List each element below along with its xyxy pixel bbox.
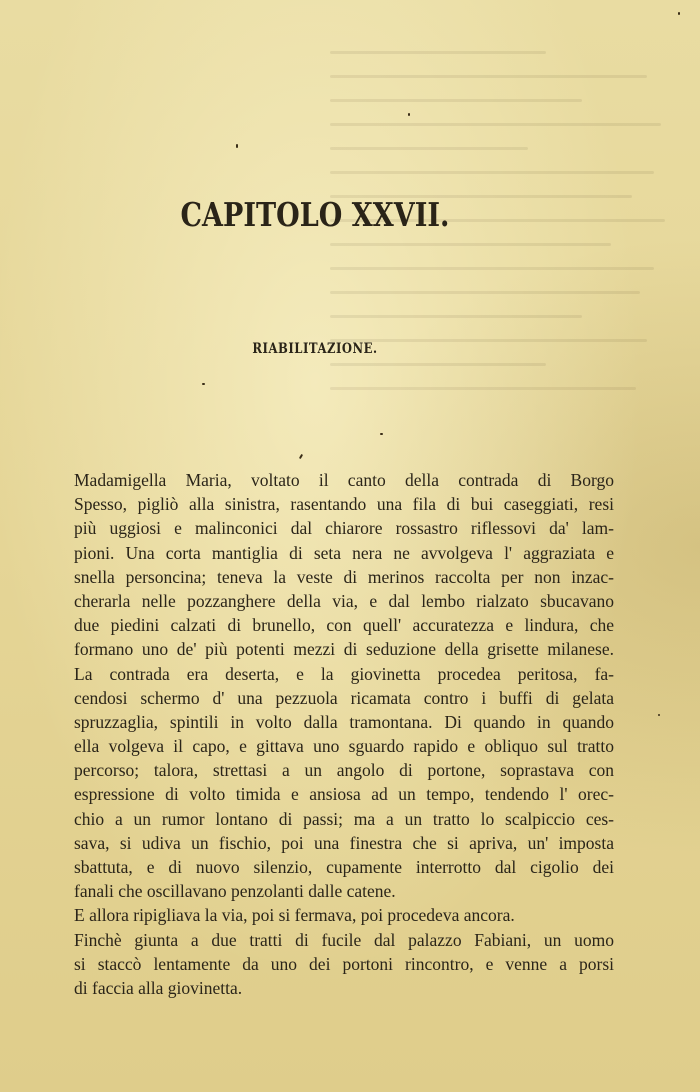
text-line: percorso; talora, strettasi a un angolo di portone, soprastava con [74,760,614,781]
body-text [74,468,614,1000]
text-line: chio a un rumor lontano di passi; ma a un tratto lo scalpiccio ces- [74,808,614,829]
text-line: si staccò lentamente da uno dei portoni rincontro, e venne a porsi [74,953,614,974]
text-line: E allora ripigliava la via, poi si fermava, poi procedeva ancora. [74,905,515,926]
paragraph [74,662,614,904]
text-line: cherarla nelle pozzanghere della via, e dal lembo rialzato sbucavano [74,590,614,611]
text-line: due piedini calzati di brunello, con quell' accuratezza e lindura, che [74,615,614,636]
print-speck [678,12,680,15]
print-speck [408,113,410,116]
text-line: cendosi schermo d' una pezzuola ricamata contro i buffi di gelata [74,687,614,708]
text-line: espressione di volto timida e ansiosa ad un tempo, tendendo l' orec- [74,784,614,805]
print-speck [202,383,205,385]
text-line: spruzzaglia, spintili in volto dalla tramontana. Di quando in quando [74,711,614,732]
text-line: sava, si udiva un fischio, poi una finestra che si apriva, un' imposta [74,832,614,853]
text-line: formano uno de' più potenti mezzi di seduzione della grisette milanese. [74,639,614,660]
print-speck [380,433,383,435]
text-line: fanali che oscillavano penzolanti dalle catene. [74,881,396,902]
text-line: sbattuta, e di nuovo silenzio, cupamente interrotto dal cigolio dei [74,857,614,877]
paragraph [74,468,614,662]
text-line: di faccia alla giovinetta. [74,977,243,998]
chapter-subtitle: RIABILITAZIONE. [252,341,378,357]
print-speck [658,714,660,716]
text-line: pioni. Una corta mantiglia di seta nera ne avvolgeva l' aggraziata e [74,542,614,563]
text-line: più uggiosi e malinconici dal chiarore rossastro riflessovi da' lam- [74,518,614,539]
chapter-title: CAPITOLO XXVII. [180,195,450,234]
text-line: La contrada era deserta, e la giovinetta procedea peritosa, fa- [74,663,614,684]
text-line: snella personcina; teneva la veste di merinos raccolta per non inzac- [74,566,614,587]
print-speck [236,144,238,148]
paragraph [74,903,614,927]
text-line: Madamigella Maria, voltato il canto della contrada di Borgo [74,470,614,490]
text-line: ella volgeva il capo, e gittava uno sguardo rapido e obliquo sul tratto [74,736,614,757]
paragraph [74,928,614,1001]
print-speck [299,454,303,459]
text-line: Finchè giunta a due tratti di fucile dal palazzo Fabiani, un uomo [74,929,614,950]
text-line: Spesso, pigliò alla sinistra, rasentando una fila di bui caseggiati, resi [74,494,614,515]
